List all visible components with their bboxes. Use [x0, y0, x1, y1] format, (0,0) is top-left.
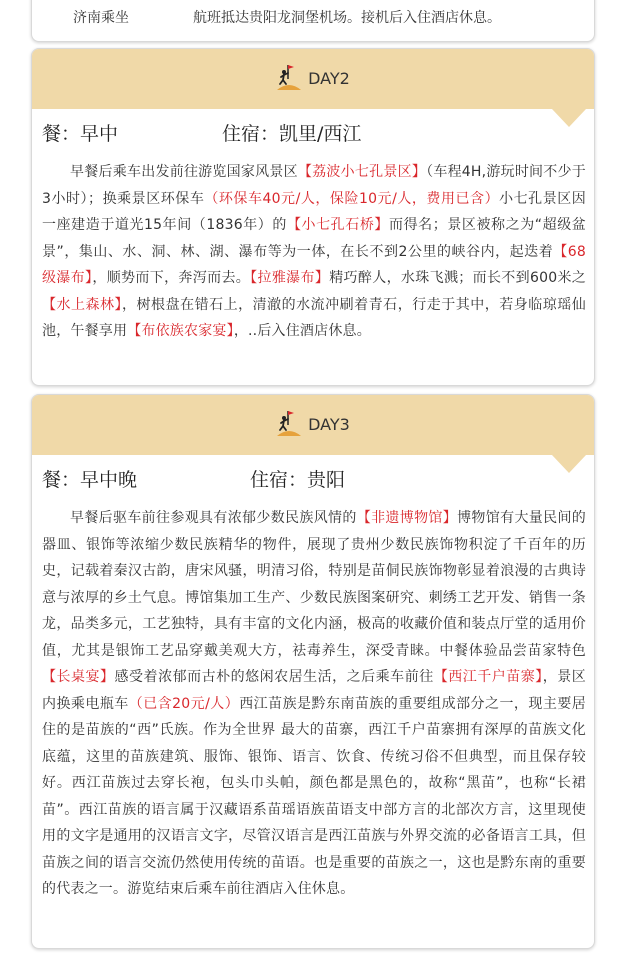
- highlight: 【小七孔石桥】: [286, 217, 389, 233]
- day2-meals: 餐：早中: [42, 123, 119, 145]
- highlight: （已含20元/人）: [128, 695, 240, 712]
- day3-card: [31, 394, 595, 949]
- day2-itinerary: [42, 159, 586, 345]
- day3-label: DAY3: [308, 414, 350, 434]
- day3-header: [32, 395, 594, 455]
- hiker-flag-icon: [276, 63, 302, 93]
- highlight: 【拉雅瀑布】: [250, 270, 330, 286]
- hiker-flag-icon: [276, 409, 302, 439]
- text: ，景区内换乘电瓶车: [42, 669, 586, 712]
- departure-city: 济南乘坐: [73, 10, 129, 26]
- highlight: 【长桌宴】: [42, 669, 115, 685]
- day2-lodging: 住宿：凯里/西江: [222, 123, 362, 145]
- day3-lodging: 住宿：贵阳: [250, 469, 346, 491]
- text: ，顺势而下，奔泻而去。: [92, 270, 251, 286]
- highlight: 【布依族农家宴】: [127, 323, 234, 339]
- day2-label: DAY2: [308, 68, 350, 88]
- text: 早餐后乘车出发前往游览国家风景区: [70, 164, 298, 180]
- text: 而得名；景区被称之为“超级盆景”，集山、水、洞、林、湖、瀑布等为一体，在长不到2公里的峡谷内，起迭着: [42, 217, 586, 260]
- text: 小七孔景区因一座建造于道光15年间（1836年）的: [42, 190, 586, 233]
- day2-header: [32, 49, 594, 109]
- day3-meals: 餐：早中晚: [42, 469, 138, 491]
- highlight: 【68级瀑布】: [42, 243, 586, 286]
- day1-arrival-row: [73, 7, 501, 27]
- text: 精巧醉人，水珠飞溅；而长不到600米之: [329, 270, 586, 286]
- text: 博物馆有大量民间的器皿、银饰等浓缩少数民族精华的物件，展现了贵州少数民族饰物积淀了千百年的历史，记载着秦汉古韵，唐宋风骚，明清习俗，特别是苗侗民族饰物彰显着浪漫的古典诗意与浓厚的乡土气息。博馆集加工生产、少数民族图案研究、刺绣工艺开发、销售一条龙，品类多元，工艺独特，具有丰富的文化内涵，极高的收藏价值和装点厅堂的适用价值，尤其是银饰工艺品穿戴美观大方，祛毒养生，深受青睐。中餐体验品尝苗家特色: [42, 510, 586, 659]
- text: （车程4H,游玩时间不少于3小时）；换乘景区环保车: [42, 164, 586, 207]
- text: 感受着浓郁而古朴的悠闲农居生活，之后乘车前往: [114, 669, 434, 685]
- highlight: 【荔波小七孔景区】: [297, 164, 427, 180]
- highlight: （环保车40元/人，保险10元/人，费用已含）: [204, 190, 500, 207]
- text: ，树根盘在错石上，清澈的水流冲刷着青石，行走于其中，若身临琼瑶仙池，午餐享用: [42, 296, 586, 339]
- text: 西江苗族是黔东南苗族的重要组成部分之一，现主要居住的是苗族的“西”氏族。作为全世界 最大的苗寨，西江千户苗寨拥有深厚的苗族文化底蕴，这里的苗族建筑、服饰、银饰、语言、饮食、传统习俗不但典型，而且保存较好。西江苗族过去穿长袍，包头巾头帕，颜色都是黑色的，故称“黑苗”，也称“长裙苗”。西江苗族的语言属于汉藏语系苗瑶语族苗语支中部方言的北部次方言，这里现使用的文字是通用的汉语言文字，尽管汉语言是西江苗族与外界交流的必备语言工具，但苗族之间的语言交流仍然使用传统的苗语。也是重要的苗族之一，这也是黔东南的重要的代表之一。游览结束后乘车前往酒店入住休息。: [42, 695, 586, 897]
- day3-meal-lodging: [32, 455, 594, 499]
- day2-meal-lodging: [32, 109, 594, 153]
- day1-card-bottom: [31, 0, 595, 42]
- text: ，..后入住酒店休息。: [233, 323, 371, 339]
- highlight: 【水上森林】: [42, 296, 123, 313]
- highlight: 【非遗博物馆】: [356, 510, 458, 526]
- text: 早餐后驱车前往参观具有浓郁少数民族风情的: [70, 510, 357, 526]
- day3-itinerary: [42, 505, 586, 903]
- day2-card: [31, 48, 595, 386]
- arrival-description: 航班抵达贵阳龙洞堡机场。接机后入住酒店休息。: [193, 10, 501, 26]
- highlight: 【西江千户苗寨】: [433, 669, 543, 685]
